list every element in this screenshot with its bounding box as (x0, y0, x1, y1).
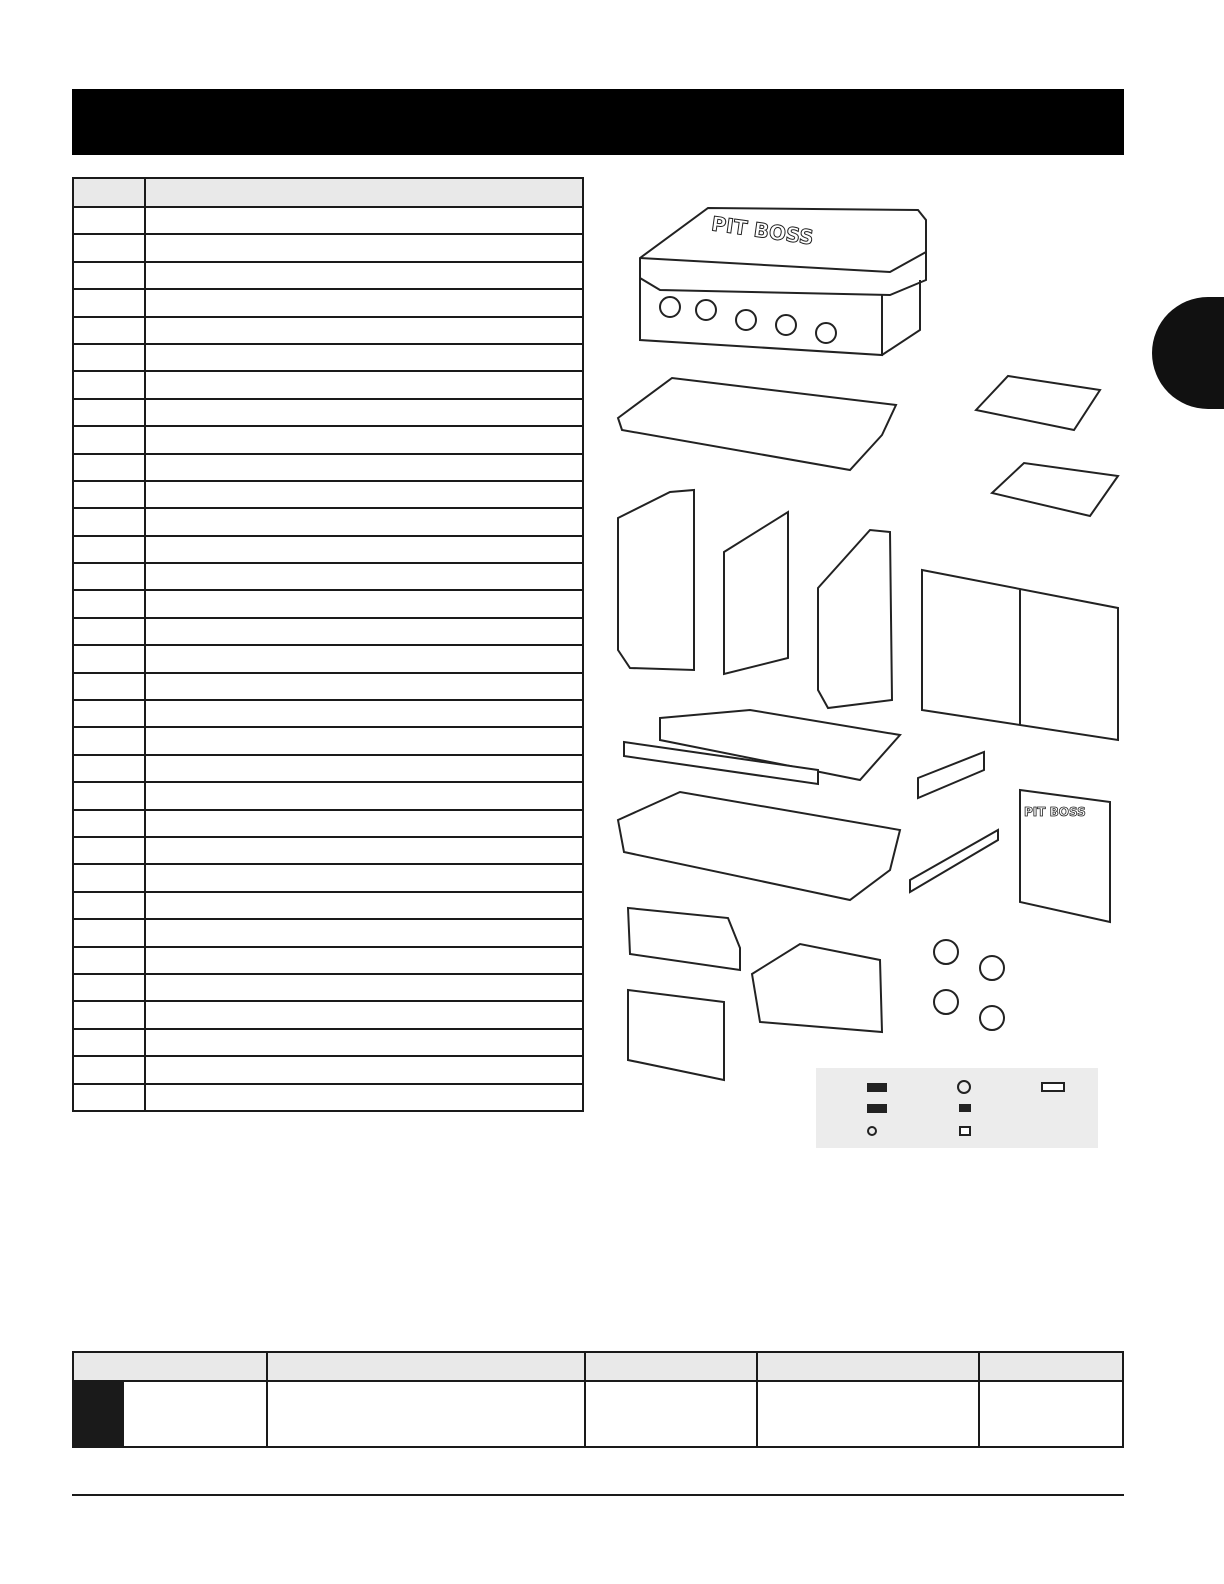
part-number-cell (73, 919, 145, 946)
part-description-cell (145, 289, 583, 316)
part-number-cell (73, 1001, 145, 1028)
parts-table-row (73, 864, 583, 891)
parts-table-row (73, 344, 583, 371)
left-side-panel (618, 490, 694, 670)
parts-table-header (73, 178, 583, 207)
section-tab (1152, 297, 1224, 409)
drawer-box (752, 944, 882, 1032)
parts-table-row (73, 1001, 583, 1028)
part-description-cell (145, 864, 583, 891)
parts-table-row (73, 810, 583, 837)
part-description-cell (145, 782, 583, 809)
parts-table-row (73, 755, 583, 782)
parts-table-row (73, 892, 583, 919)
part-number-cell (73, 207, 145, 234)
parts-table-row (73, 536, 583, 563)
part-number-cell (73, 399, 145, 426)
parts-table-row (73, 289, 583, 316)
parts-table-row (73, 1084, 583, 1111)
spec-cell (267, 1381, 585, 1447)
part-description-cell (145, 947, 583, 974)
part-number-cell (73, 892, 145, 919)
part-description-cell (145, 700, 583, 727)
part-number-cell (73, 454, 145, 481)
part-number-cell (73, 673, 145, 700)
part-description-cell (145, 481, 583, 508)
parts-table-row (73, 837, 583, 864)
part-description-cell (145, 262, 583, 289)
casters (934, 940, 1004, 1030)
part-number-cell (73, 426, 145, 453)
color-swatch (74, 1382, 124, 1446)
col-header-description (145, 178, 583, 207)
part-number-cell (73, 344, 145, 371)
parts-table-row (73, 454, 583, 481)
parts-table-row (73, 399, 583, 426)
part-number-cell (73, 1084, 145, 1111)
part-number-cell (73, 645, 145, 672)
exploded-parts-diagram (600, 180, 1140, 1160)
part-number-cell (73, 810, 145, 837)
parts-table-row (73, 947, 583, 974)
parts-list-table (72, 177, 584, 1112)
part-number-cell (73, 947, 145, 974)
parts-table-row (73, 700, 583, 727)
part-description-cell (145, 919, 583, 946)
parts-table-row (73, 618, 583, 645)
spec-col-header (757, 1352, 979, 1381)
part-description-cell (145, 454, 583, 481)
parts-table-row (73, 262, 583, 289)
part-number-cell (73, 590, 145, 617)
part-description-cell (145, 590, 583, 617)
drawer-front-upper (628, 908, 740, 970)
griddle-plate (618, 378, 896, 470)
part-description-cell (145, 1056, 583, 1083)
part-number-cell (73, 536, 145, 563)
brace (910, 830, 998, 892)
parts-table-row (73, 234, 583, 261)
lid-logo: PIT BOSS (709, 211, 816, 250)
spec-cell (979, 1381, 1123, 1447)
part-description-cell (145, 399, 583, 426)
part-number-cell (73, 508, 145, 535)
part-description-cell (145, 234, 583, 261)
part-number-cell (73, 262, 145, 289)
spec-col-header (979, 1352, 1123, 1381)
header-bar (72, 89, 1124, 155)
part-number-cell (73, 1056, 145, 1083)
part-number-cell (73, 1029, 145, 1056)
part-description-cell (145, 317, 583, 344)
side-shelf (992, 463, 1118, 516)
parts-table-row (73, 317, 583, 344)
part-number-cell (73, 727, 145, 754)
parts-table-row (73, 207, 583, 234)
part-description-cell (145, 1084, 583, 1111)
spec-cell (73, 1381, 267, 1447)
part-number-cell (73, 563, 145, 590)
part-description-cell (145, 810, 583, 837)
right-side-panel (818, 530, 892, 708)
part-number-cell (73, 755, 145, 782)
part-description-cell (145, 344, 583, 371)
back-panel (724, 512, 788, 674)
part-number-cell (73, 782, 145, 809)
part-description-cell (145, 837, 583, 864)
parts-table-row (73, 508, 583, 535)
part-number-cell (73, 700, 145, 727)
spec-table-row (73, 1381, 1123, 1447)
part-description-cell (145, 1029, 583, 1056)
spec-table-header (73, 1352, 1123, 1381)
part-number-cell (73, 317, 145, 344)
brace (918, 752, 984, 798)
spec-col-header (585, 1352, 757, 1381)
parts-table-row (73, 673, 583, 700)
door-logo: PIT BOSS (1024, 805, 1086, 819)
part-number-cell (73, 234, 145, 261)
parts-table-row (73, 426, 583, 453)
parts-table-row (73, 590, 583, 617)
part-number-cell (73, 837, 145, 864)
parts-table-row (73, 371, 583, 398)
parts-table-row (73, 1056, 583, 1083)
side-shelf (976, 376, 1100, 430)
part-description-cell (145, 755, 583, 782)
footer-rule (72, 1494, 1124, 1496)
part-description-cell (145, 536, 583, 563)
part-description-cell (145, 508, 583, 535)
part-description-cell (145, 618, 583, 645)
part-description-cell (145, 563, 583, 590)
parts-table-row (73, 645, 583, 672)
parts-table-row (73, 782, 583, 809)
part-description-cell (145, 426, 583, 453)
spec-col-header (267, 1352, 585, 1381)
part-description-cell (145, 727, 583, 754)
part-description-cell (145, 892, 583, 919)
parts-table-row (73, 974, 583, 1001)
part-description-cell (145, 645, 583, 672)
part-description-cell (145, 673, 583, 700)
parts-table-row (73, 563, 583, 590)
part-description-cell (145, 207, 583, 234)
drawer-front-lower (628, 990, 724, 1080)
part-number-cell (73, 289, 145, 316)
part-number-cell (73, 618, 145, 645)
spec-table (72, 1351, 1124, 1448)
spec-col-header (73, 1352, 267, 1381)
hardware-kit-box (816, 1068, 1098, 1148)
part-number-cell (73, 371, 145, 398)
col-header-number (73, 178, 145, 207)
part-number-cell (73, 864, 145, 891)
parts-table-row (73, 481, 583, 508)
part-description-cell (145, 974, 583, 1001)
part-number-cell (73, 974, 145, 1001)
griddle-lid-body (640, 208, 926, 355)
spec-cell (757, 1381, 979, 1447)
part-description-cell (145, 371, 583, 398)
part-number-cell (73, 481, 145, 508)
base-frame (618, 792, 900, 900)
spec-cell (585, 1381, 757, 1447)
parts-table-row (73, 919, 583, 946)
parts-table-row (73, 727, 583, 754)
part-description-cell (145, 1001, 583, 1028)
parts-table-row (73, 1029, 583, 1056)
